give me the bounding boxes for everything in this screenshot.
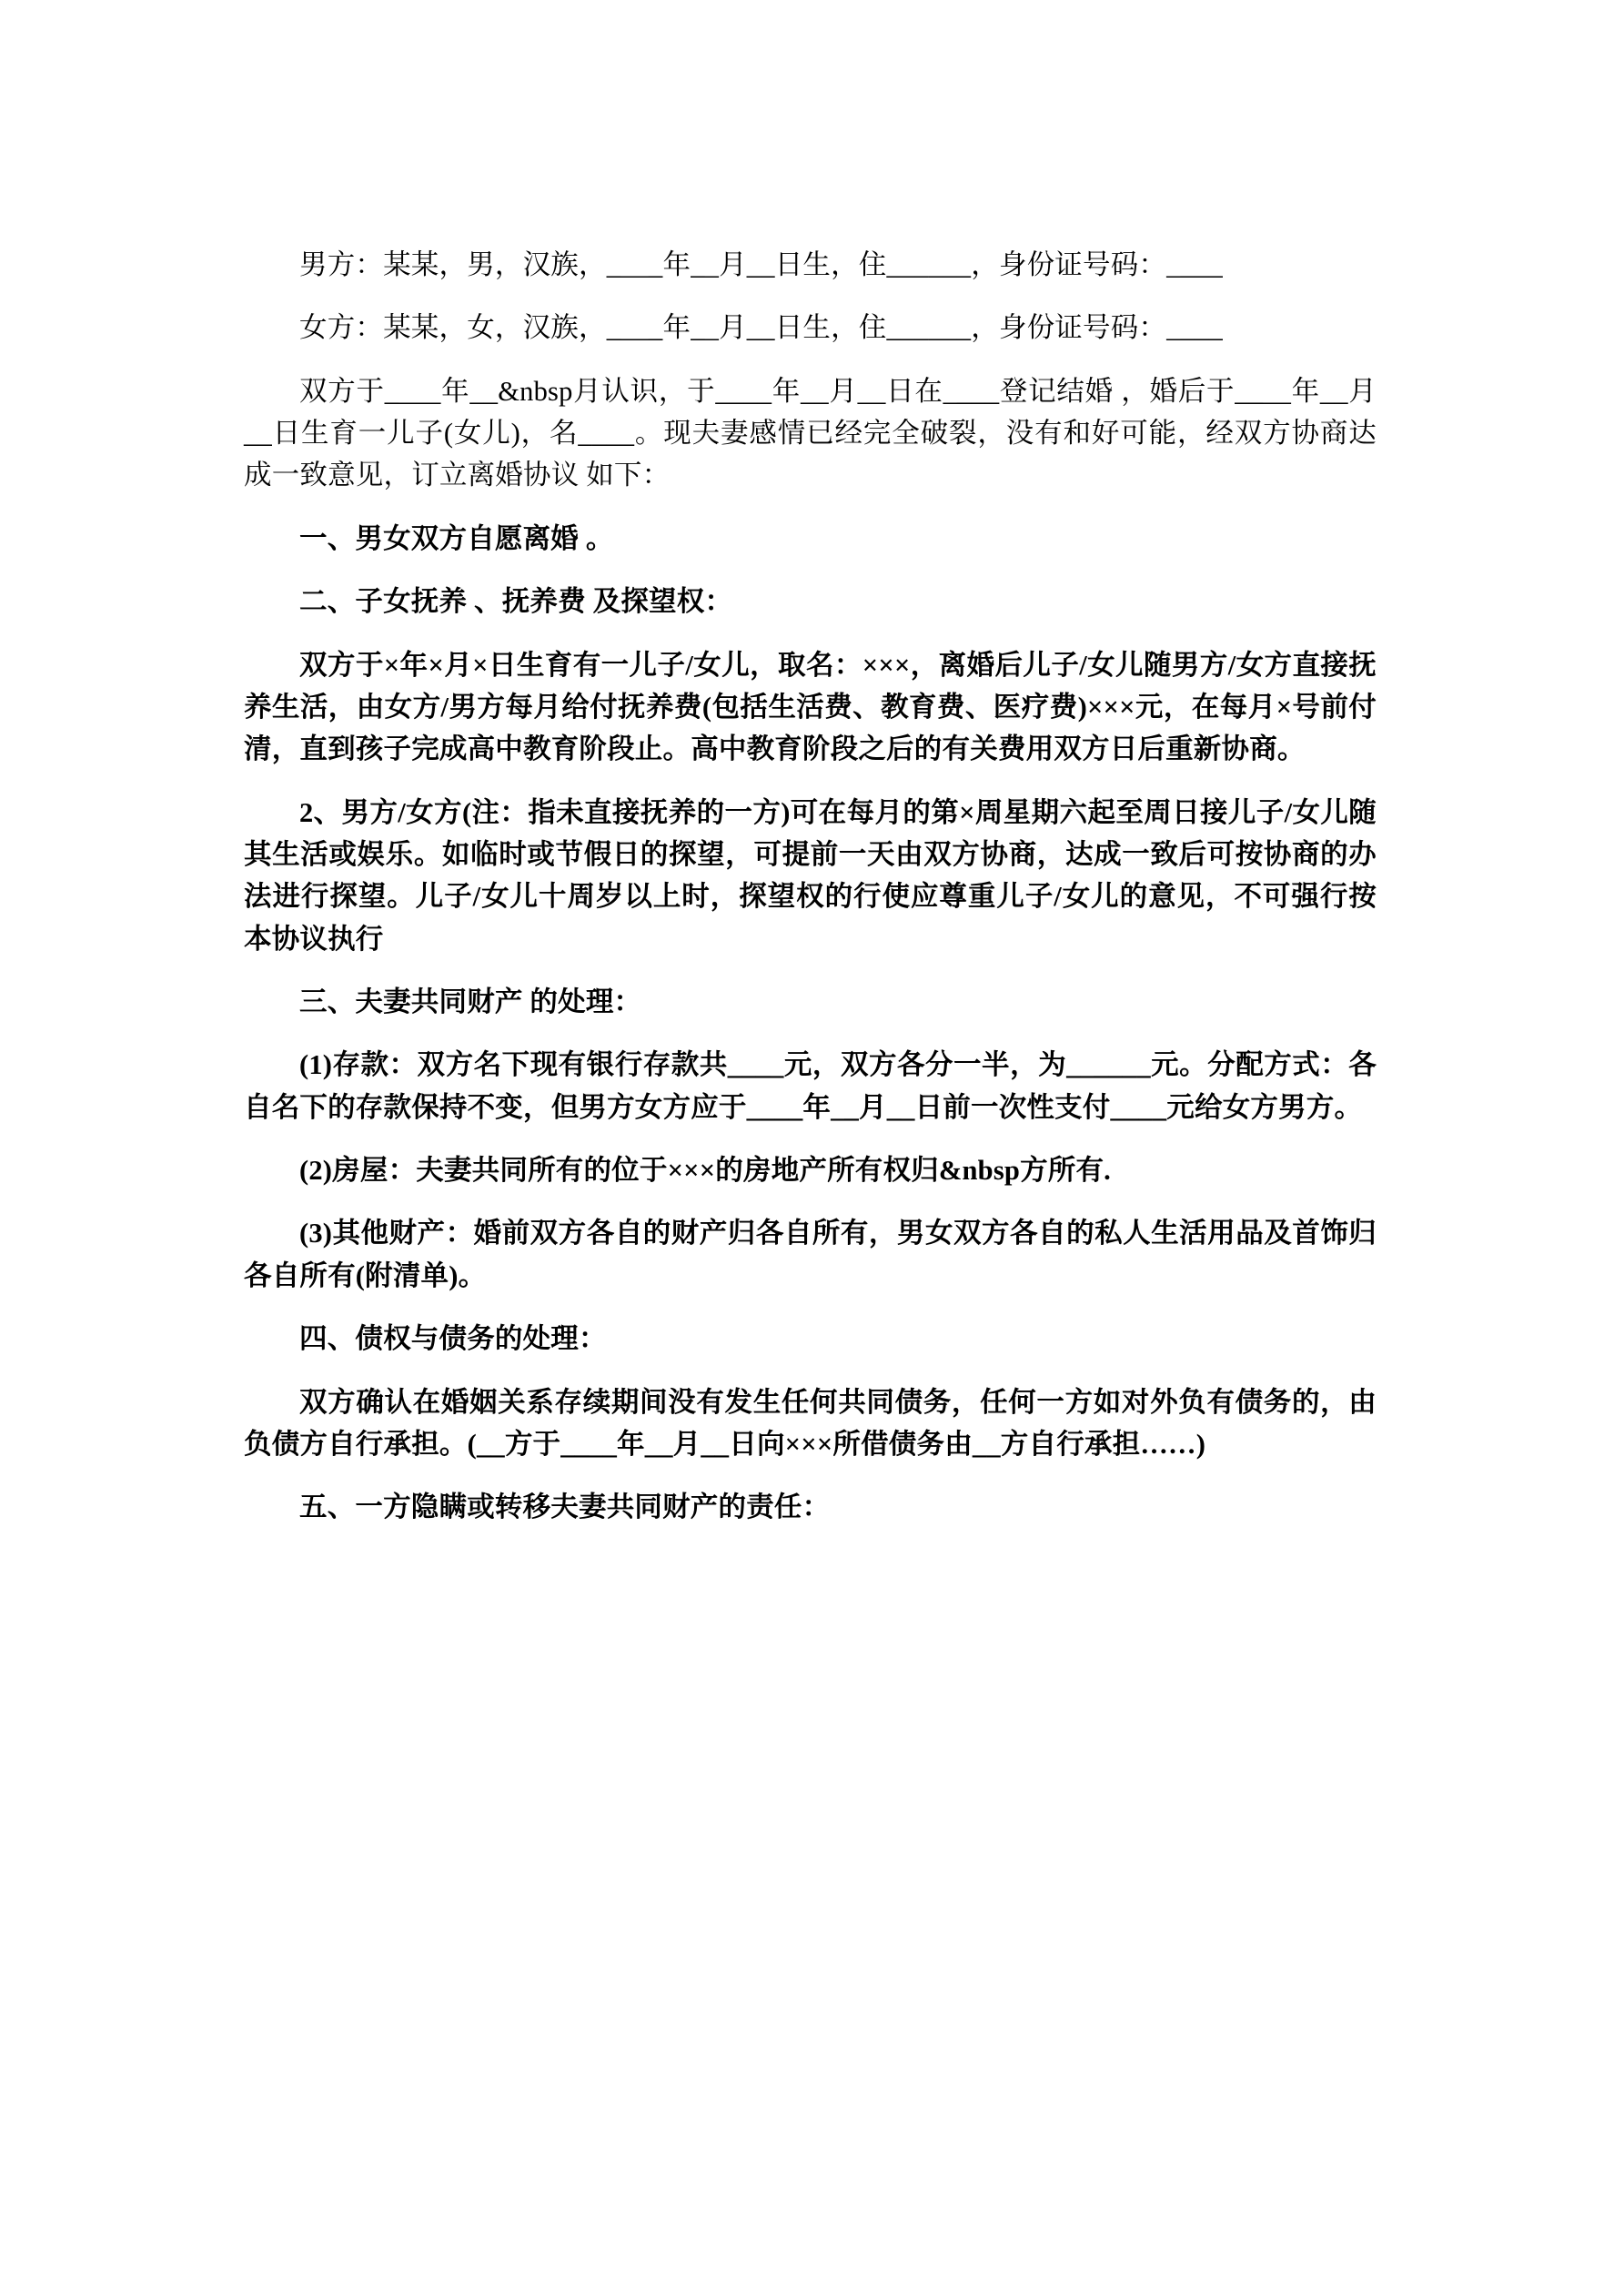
article-4-paragraph: 双方确认在婚姻关系存续期间没有发生任何共同债务，任何一方如对外负有债务的，由负债方自行承担。(__方于____年__月__日向×××所借债务由__方自行承担……) — [244, 1386, 1377, 1460]
article-1-heading: 一、男女双方自愿离婚 。 — [299, 522, 614, 554]
article-3-paragraph-house: (2)房屋：夫妻共同所有的位于×××的房地产所有权归&nbsp方所有. — [299, 1155, 1111, 1187]
article-5-heading: 五、一方隐瞒或转移夫妻共同财产的责任： — [299, 1492, 831, 1523]
article-4-heading: 四、债权与债务的处理： — [299, 1323, 607, 1355]
marriage-background-paragraph: 双方于____年__&nbsp月认识，于____年__月__日在____登记结婚 ，婚后于____年__月__日生育一儿子(女儿)，名____。现夫妻感情已经完全破裂，没有和好可能，经双方协商达成一致意见，订立离婚协议 如下： — [244, 375, 1377, 491]
wife-info-line: 女方：某某，女，汉族，____年__月__日生，住______，身份证号码：____ — [299, 312, 1223, 344]
document-body — [244, 244, 1377, 1550]
article-2-paragraph-2: 2、男方/女方(注：指未直接抚养的一方)可在每月的第×周星期六起至周日接儿子/女儿随其生活或娱乐。如临时或节假日的探望，可提前一天由双方协商，达成一致后可按协商的办法进行探望。儿子/女儿十周岁以上时，探望权的行使应尊重儿子/女儿的意见，不可强行按本协议执行 — [244, 796, 1377, 955]
article-2-heading: 二、子女抚养 、抚养费 及探望权： — [299, 586, 733, 618]
article-3-paragraph-deposits: (1)存款：双方名下现有银行存款共____元，双方各分一半，为______元。分配方式：各自名下的存款保持不变，但男方女方应于____年__月__日前一次性支付____元给女方男方。 — [244, 1049, 1377, 1123]
article-3-paragraph-other-property: (3)其他财产：婚前双方各自的财产归各自所有，男女双方各自的私人生活用品及首饰归各自所有(附清单)。 — [244, 1218, 1377, 1291]
article-2-paragraph-1: 双方于×年×月×日生育有一儿子/女儿，取名：×××，离婚后儿子/女儿随男方/女方直接抚养生活，由女方/男方每月给付抚养费(包括生活费、教育费、医疗费)×××元，在每月×号前付清，直到孩子完成高中教育阶段止。高中教育阶段之后的有关费用双方日后重新协商。 — [244, 649, 1377, 765]
article-3-heading: 三、夫妻共同财产 的处理： — [299, 986, 642, 1018]
husband-info-line: 男方：某某，男，汉族，____年__月__日生，住______，身份证号码：____ — [299, 249, 1223, 280]
